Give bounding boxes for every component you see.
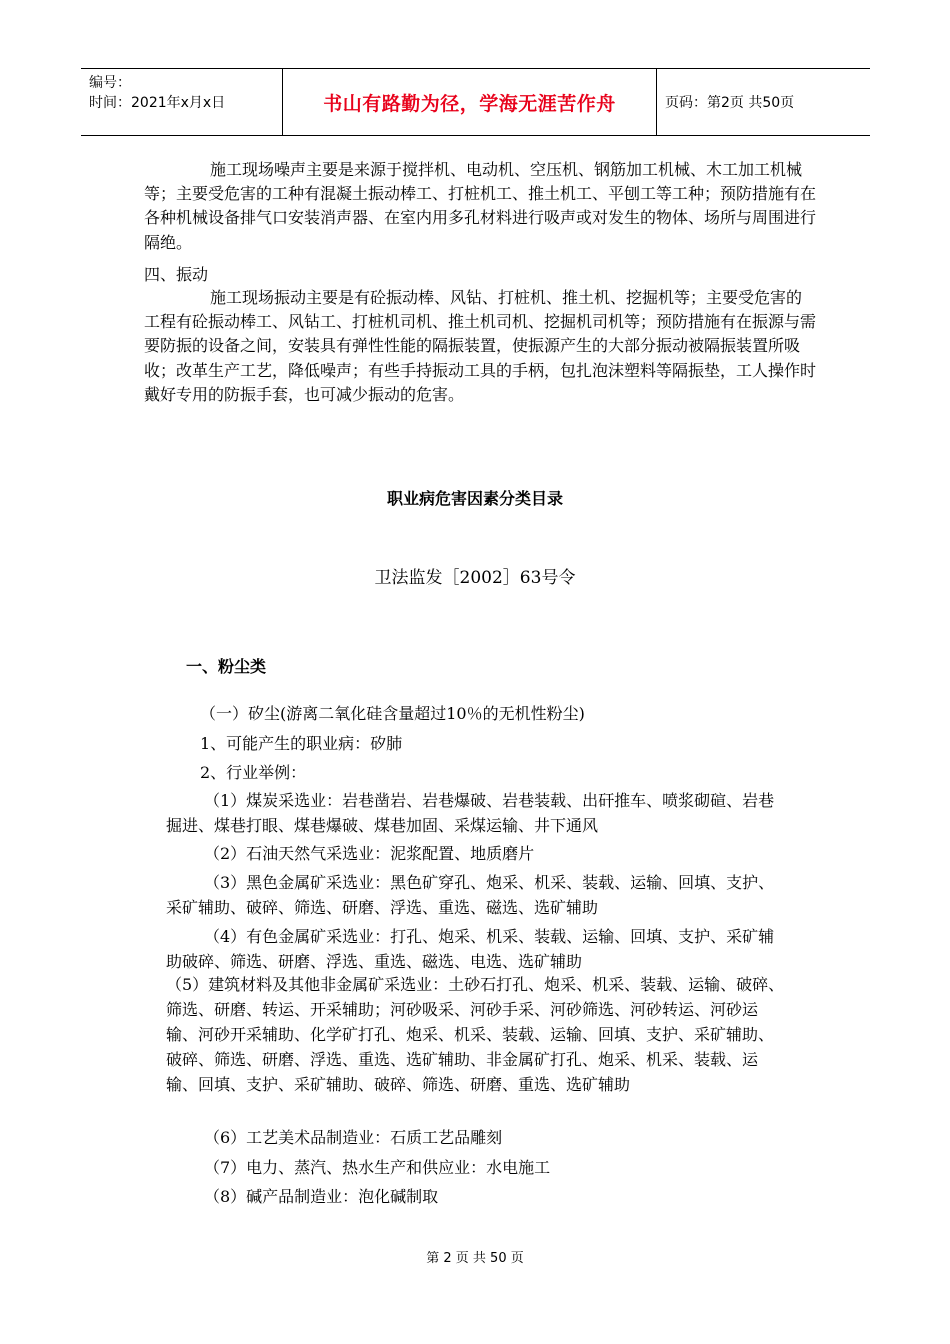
industry-item-crafts: （6）工艺美术品制造业：石质工艺品雕刻: [204, 1128, 503, 1147]
page-footer: 第 2 页 共 50 页: [426, 1251, 524, 1266]
industry-item-oil-gas: （2）石油天然气采选业：泥浆配置、地质磨片: [204, 844, 535, 863]
document-date-label: 时间：2021年x月x日: [89, 95, 226, 111]
industry-item-alkali: （8）碱产品制造业：泡化碱制取: [204, 1187, 439, 1206]
industry-item-coal: （1）煤炭采选业：岩巷凿岩、岩巷爆破、岩巷装载、出矸推车、喷浆砌碹、岩巷掘进、煤巷打眼、煤巷爆破、煤巷加固、采煤运输、井下通风: [166, 791, 775, 835]
industry-item-building-materials: （5）建筑材料及其他非金属矿采选业：土砂石打孔、炮采、机采、装载、运输、破碎、筛选、研磨、转运、开采辅助；河砂吸采、河砂手采、河砂筛选、河砂转运、河砂运输、河砂开采辅助、化学矿打孔、炮采、机采、装载、运输、回填、支护、采矿辅助、破碎、筛选、研磨、浮选、重选、选矿辅助、非金属矿打孔、炮采、机采、装载、运输、回填、支护、采矿辅助、破碎、筛选、研磨、重选、选矿辅助: [166, 975, 785, 1094]
vibration-paragraph: 施工现场振动主要是有砼振动棒、风钻、打桩机、推土机、挖掘机等；主要受危害的工程有砼振动棒工、风钻工、打桩机司机、推土机司机、挖掘机司机等；预防措施有在振源与需要防振的设备之间，安装具有弹性性能的隔振装置，使振源产生的大部分振动被隔振装置所吸收；改革生产工艺，降低噪声；有些手持振动工具的手柄，包扎泡沫塑料等隔振垫，工人操作时戴好专用的防振手套，也可减少振动的危害。: [144, 288, 817, 404]
section-dust-heading: 一、粉尘类: [186, 657, 267, 676]
header-page-number: 页码：第2页 共50页: [665, 95, 795, 111]
page-header: [81, 68, 870, 136]
header-page-cell: [657, 69, 870, 135]
industry-item-ferrous: （3）黑色金属矿采选业：黑色矿穿孔、炮采、机采、装载、运输、回填、支护、采矿辅助、破碎、筛选、研磨、浮选、重选、磁选、选矿辅助: [166, 873, 775, 917]
header-info-cell: [81, 69, 283, 135]
industry-item-nonferrous: （4）有色金属矿采选业：打孔、炮采、机采、装载、运输、回填、支护、采矿辅助破碎、筛选、研磨、浮选、重选、磁选、电选、选矿辅助: [166, 927, 775, 971]
industry-examples-heading: 2、行业举例：: [200, 763, 307, 782]
occupational-disease-line: 1、可能产生的职业病：矽肺: [200, 734, 403, 753]
document-number-label: 编号：: [89, 75, 131, 91]
header-motto: 书山有路勤为径，学海无涯苦作舟: [323, 92, 616, 115]
industry-item-power: （7）电力、蒸汽、热水生产和供应业：水电施工: [204, 1158, 551, 1177]
catalog-title: 职业病危害因素分类目录: [386, 489, 563, 508]
noise-paragraph: 施工现场噪声主要是来源于搅拌机、电动机、空压机、钢筋加工机械、木工加工机械等；主要受危害的工种有混凝土振动棒工、打桩机工、推土机工、平刨工等工种；预防措施有在各种机械设备排气口安装消声器、在室内用多孔材料进行吸声或对发生的物体、场所与周围进行隔绝。: [144, 160, 817, 252]
decree-number: 卫法监发［2002］63号令: [374, 568, 576, 588]
silica-dust-item: （一）矽尘(游离二氧化硅含量超过10％的无机性粉尘): [200, 704, 585, 723]
vibration-heading: 四、振动: [144, 265, 209, 284]
header-motto-cell: [283, 69, 657, 135]
